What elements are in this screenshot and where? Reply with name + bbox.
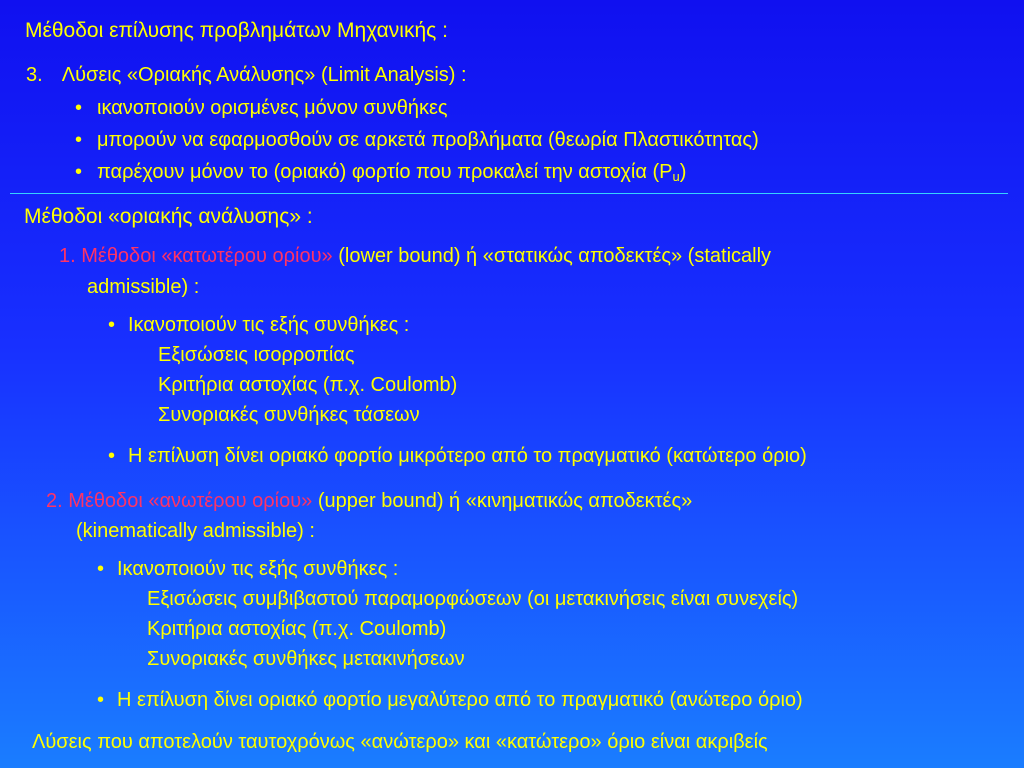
upper-bullet-result <box>97 688 803 712</box>
lower-bullet-result-text: Η επίλυση δίνει οριακό φορτίο μικρότερο από το πραγματικό (κατώτερο όριο) <box>128 445 807 467</box>
bullet-glyph: • <box>97 558 105 580</box>
lower-bound-title <box>59 244 771 268</box>
upper-bound-title-rest: (upper bound) ή «κινηματικώς αποδεκτές» <box>317 490 693 512</box>
bullet-glyph: • <box>97 689 105 711</box>
lower-bound-title-rest: (lower bound) ή «στατικώς αποδεκτές» (statically <box>338 245 772 267</box>
header-bullet-3 <box>75 160 686 184</box>
bullet-glyph: • <box>108 445 116 467</box>
bullet-glyph: • <box>75 129 83 151</box>
lower-bullet-conditions <box>108 313 409 337</box>
slide-title: Μέθοδοι επίλυσης προβλημάτων Μηχανικής : <box>25 19 448 42</box>
upper-condition-1: Εξισώσεις συμβιβαστού παραμορφώσεων (οι μετακινήσεις είναι συνεχείς) <box>147 588 799 610</box>
upper-bound-title-red: 2. Μέθοδοι «ανωτέρου ορίου» <box>46 490 313 512</box>
lower-bound-title-red: 1. Μέθοδοι «κατωτέρου ορίου» <box>59 245 333 267</box>
lower-condition-2: Κριτήρια αστοχίας (π.χ. Coulomb) <box>158 374 458 396</box>
conclusion-text: Λύσεις που αποτελούν ταυτοχρόνως «ανώτερο» και «κατώτερο» όριο είναι ακριβείς <box>32 731 768 753</box>
lower-condition-3: Συνοριακές συνθήκες τάσεων <box>158 404 420 426</box>
upper-bullet-conditions <box>97 557 398 581</box>
bullet-glyph: • <box>108 314 116 336</box>
bullet-glyph: • <box>75 161 83 183</box>
section-heading: Μέθοδοι «οριακής ανάλυσης» : <box>24 205 313 228</box>
upper-bound-title-line2: (kinematically admissible) : <box>76 520 315 542</box>
header-bullet-2-text: μπορούν να εφαρμοσθούν σε αρκετά προβλήματα (θεωρία Πλαστικότητας) <box>97 129 759 151</box>
header-bullet-1-text: ικανοποιούν ορισμένες μόνον συνθήκες <box>97 97 448 119</box>
lower-bound-title-line2: admissible) : <box>87 276 200 298</box>
item-3-number: 3. <box>26 64 43 86</box>
lower-condition-1: Εξισώσεις ισορροπίας <box>158 344 355 366</box>
upper-bullet-conditions-text: Ικανοποιούν τις εξής συνθήκες : <box>117 558 399 580</box>
lower-bullet-result <box>108 444 807 468</box>
lower-bullet-conditions-text: Ικανοποιούν τις εξής συνθήκες : <box>128 314 410 336</box>
item-3-text: Λύσεις «Οριακής Ανάλυσης» (Limit Analysis) : <box>61 64 467 86</box>
upper-condition-2: Κριτήρια αστοχίας (π.χ. Coulomb) <box>147 618 447 640</box>
item-3 <box>26 63 467 87</box>
bullet-glyph: • <box>75 97 83 119</box>
header-bullet-1 <box>75 96 448 120</box>
load-subscript: u <box>672 169 680 184</box>
header-bullet-3-text: παρέχουν μόνον το (οριακό) φορτίο που προκαλεί την αστοχία (P <box>97 161 673 183</box>
header-bullet-3-close: ) <box>679 161 687 183</box>
upper-bound-title <box>46 489 692 513</box>
header-bullet-2 <box>75 128 759 152</box>
upper-bullet-result-text: Η επίλυση δίνει οριακό φορτίο μεγαλύτερο από το πραγματικό (ανώτερο όριο) <box>117 689 803 711</box>
upper-condition-3: Συνοριακές συνθήκες μετακινήσεων <box>147 648 465 670</box>
section-divider <box>10 193 1008 194</box>
